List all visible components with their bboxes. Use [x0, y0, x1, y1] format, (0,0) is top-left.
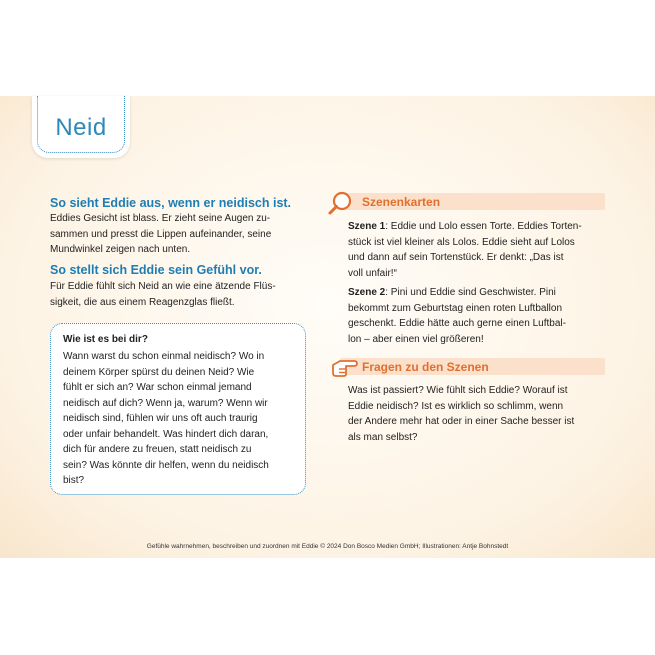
text-span: : Pini und Eddie sind Geschwister. Pini: [385, 287, 556, 298]
text-line: voll unfair!“: [348, 267, 397, 279]
pointing-hand-icon: [330, 356, 360, 378]
text-line: [348, 219, 610, 235]
text-line: Mundwinkel zeigen nach unten.: [50, 244, 191, 255]
text-line: Eddies Gesicht ist blass. Er zieht seine Augen zu-: [50, 213, 271, 224]
text-imagines: [50, 279, 310, 310]
text-line: Wann warst du schon einmal neidisch? Wo in: [63, 351, 265, 362]
text-line: dich für andere zu freuen, statt neidisch zu: [63, 444, 252, 455]
text-line: stück ist viel kleiner als Lolos. Eddie sieht auf Lolos: [348, 236, 575, 248]
reflection-box-text: [63, 349, 299, 489]
section-title-scenes: Szenenkarten: [362, 195, 441, 209]
text-line: bist?: [63, 475, 85, 486]
text-line: der Andere mehr hat oder in einer Sache besser ist: [348, 416, 575, 427]
text-line: sigkeit, die aus einem Reagenzglas fließt.: [50, 296, 235, 308]
text-line: oder unfair behandelt. Was hindert dich daran,: [63, 428, 269, 440]
reflection-box-title: Wie ist es bei dir?: [63, 334, 148, 345]
text-line: Für Eddie fühlt sich Neid an wie eine ätzende Flüs-: [50, 281, 276, 292]
page-title: Neid: [55, 114, 107, 141]
text-looks: [50, 211, 310, 258]
text-line: sammen und presst die Lippen aufeinander, seine: [50, 228, 272, 240]
text-line: geschenkt. Eddie hätte auch gerne einen Luftbal-: [348, 318, 566, 329]
reflection-box: [50, 323, 306, 495]
section-title-questions: Fragen zu den Szenen: [362, 360, 489, 374]
text-line: als man selbst?: [348, 431, 418, 443]
heading-imagines: So stellt sich Eddie sein Gefühl vor.: [50, 263, 262, 277]
text-line: und dann auf sein Tortenstück. Er denkt: „Das ist: [348, 252, 564, 263]
footer-credits: Gefühle wahrnehmen, beschreiben und zuordnen mit Eddie © 2024 Don Bosco Medien GmbH; Illustrationen: Antje Bohnstedt: [146, 543, 509, 550]
text-line: fühlt er sich an? War schon einmal jemand: [63, 382, 252, 393]
title-tab: [32, 96, 130, 158]
text-line: bekommt zum Geburtstag einen roten Luftballon: [348, 302, 563, 314]
heading-looks: So sieht Eddie aus, wenn er neidisch ist.: [50, 196, 292, 210]
text-line: neidisch auf dich? Wenn ja, warum? Wenn wir: [63, 397, 268, 409]
scene-1-label: Szene 1: [348, 221, 386, 232]
text-line: neidisch sind, fühlen wir uns oft auch traurig: [63, 413, 258, 424]
text-line: [348, 285, 610, 301]
magnifier-icon: [326, 190, 354, 218]
text-line: lon – aber einen viel größeren!: [348, 333, 484, 345]
text-line: sein? Was könnte dir helfen, wenn du neidisch: [63, 459, 269, 471]
scene-2: [348, 285, 610, 347]
questions-text: [348, 383, 610, 445]
text-line: deinem Körper spürst du deinen Neid? Wie: [63, 366, 255, 378]
scene-2-label: Szene 2: [348, 287, 386, 298]
text-span: : Eddie und Lolo essen Torte. Eddies Torten-: [385, 221, 582, 232]
text-line: Eddie neidisch? Ist es wirklich so schlimm, wenn: [348, 400, 564, 412]
text-line: Was ist passiert? Wie fühlt sich Eddie? Worauf ist: [348, 385, 568, 396]
scene-1: [348, 219, 610, 281]
